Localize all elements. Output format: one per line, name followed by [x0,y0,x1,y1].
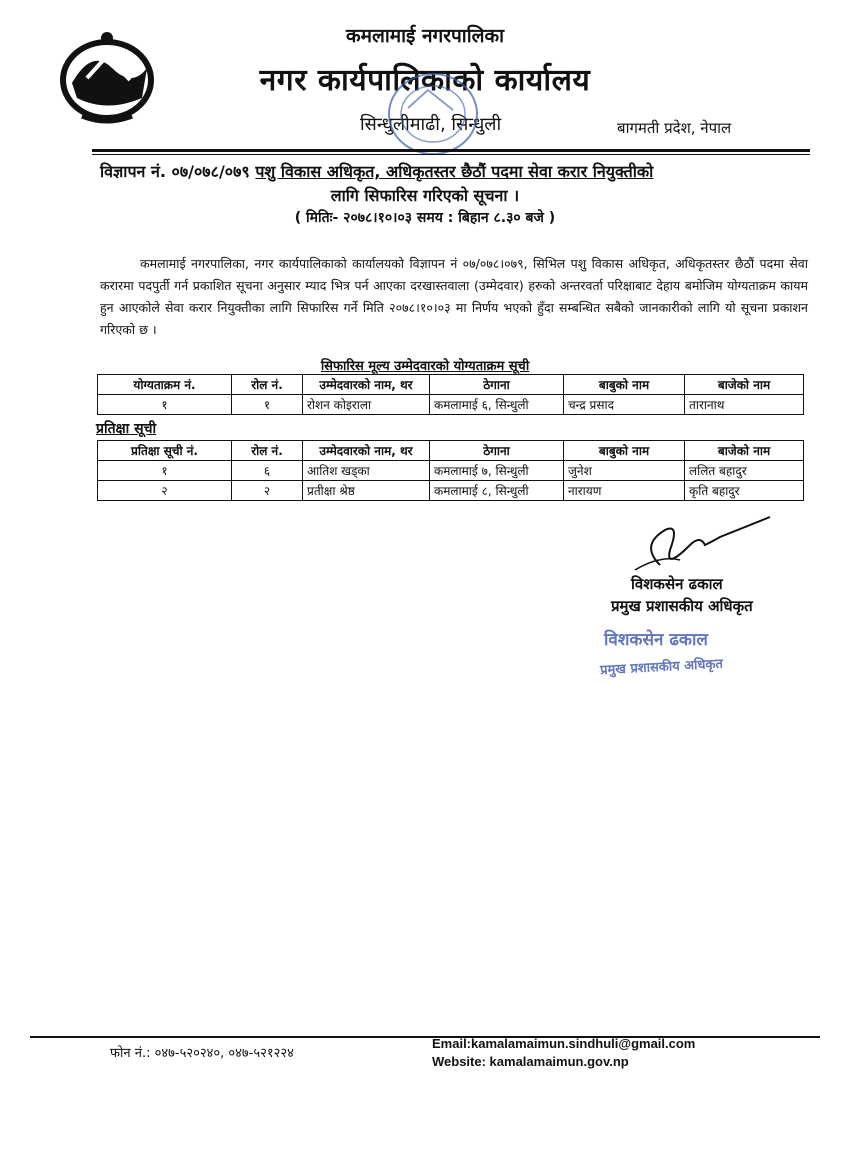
notice-subject: पशु विकास अधिकृत, अधिकृतस्तर छैठौं पदमा सेवा करार नियुक्तीको [255,162,654,181]
header-divider-thin [92,154,810,155]
office-province: बागमती प्रदेश, नेपाल [617,119,732,137]
notice-title-line2: लागि सिफारिस गरिएको सूचना । [330,186,520,205]
office-seal-stamp [383,68,483,160]
signer-name: विशकसेन ढकाल [631,575,723,593]
table-cell: तारानाथ [685,395,804,415]
column-header: बाबुको नाम [564,375,685,395]
column-header: बाजेको नाम [685,375,804,395]
notice-date: ( मितिः- २०७८।१०।०३ समय : बिहान ८.३० बजे ) [294,210,556,226]
column-header: रोल नं. [232,375,303,395]
table-cell: ६ [232,461,303,481]
column-header: प्रतिक्षा सूची नं. [98,441,232,461]
table-cell: कृति बहादुर [685,481,804,501]
column-header: रोल नं. [232,441,303,461]
stamp-name: विशकसेन ढकाल [604,630,708,650]
merit-table-caption: सिफारिस मूल्य उम्मेदवारको योग्यताक्रम सूची [320,359,530,374]
table-row [98,481,804,501]
table-cell: जुनेश [564,461,685,481]
table-cell: प्रतीक्षा श्रेष्ठ [303,481,430,501]
stamp-title: प्रमुख प्रशासकीय अधिकृत [599,656,724,679]
table-cell: चन्द्र प्रसाद [564,395,685,415]
column-header: बाबुको नाम [564,441,685,461]
office-location: सिन्धुलीमाढी, सिन्धुली [360,114,502,135]
column-header: उम्मेदवारको नाम, थर [303,441,430,461]
table-cell: २ [98,481,232,501]
table-header-row [98,375,804,395]
table-row [98,395,804,415]
column-header: उम्मेदवारको नाम, थर [303,375,430,395]
signature-stamp [594,625,754,683]
table-cell: आतिश खड्का [303,461,430,481]
table-cell: १ [232,395,303,415]
notice-number: विज्ञापन नं. ०७/०७८/०७९ [100,162,250,181]
office-name: नगर कार्यपालिकाको कार्यालय [259,63,591,98]
signer-title: प्रमुख प्रशासकीय अधिकृत [611,597,753,615]
table-cell: कमलामाई ६, सिन्धुली [430,395,564,415]
table-cell: ललित बहादुर [685,461,804,481]
column-header: बाजेको नाम [685,441,804,461]
org-name: कमलामाई नगरपालिका [345,25,505,47]
notice-body: कमलामाई नगरपालिका, नगर कार्यपालिकाको कार्यालयको विज्ञापन नं ०७/०७८।०७९, सिभिल पशु विकास अधिकृत, अधिकृतस्तर छैठौं पदमा सेवा करारमा पदपुर्ती गर्न प्रकाशित सूचना अनुसार म्याद भित्र पर्न आएका दरखास्तवाला (उम्मेदवार) हरुको अन्तरवर्ता परिक्षाबाट देहाय बमोजिम योग्यताक्रम कायम हुन आएकोले सेवा करार नियुक्तीका लागि सिफारिस गर्ने मिति २०७८।१०।०३ मा निर्णय भएको हुँदा सम्बन्धित सबैको जानकारीको लागि यो सूचना प्रकाशन गरिएको छ । [100,256,808,337]
table-cell: २ [232,481,303,501]
wait-list-table [97,440,804,501]
merit-table [97,374,804,415]
footer-website: Website: kamalamaimun.gov.np [432,1054,629,1069]
column-header: ठेगाना [430,441,564,461]
column-header: ठेगाना [430,375,564,395]
table-cell: १ [98,461,232,481]
footer-email: Email:kamalamaimun.sindhuli@gmail.com [432,1036,696,1051]
table-row [98,461,804,481]
handwritten-signature [620,515,780,575]
column-header: योग्यताक्रम नं. [98,375,232,395]
wait-list-label: प्रतिक्षा सूची [96,421,157,437]
table-cell: नारायण [564,481,685,501]
footer-divider [30,1036,820,1038]
table-cell: कमलामाई ८, सिन्धुली [430,481,564,501]
footer-phone: फोन नं.: ०४७-५२०२४०, ०४७-५२१२२४ [110,1046,294,1061]
notice-title [100,160,653,182]
table-header-row [98,441,804,461]
table-cell: रोशन कोइराला [303,395,430,415]
table-cell: कमलामाई ७, सिन्धुली [430,461,564,481]
header-divider [92,149,810,152]
table-cell: १ [98,395,232,415]
